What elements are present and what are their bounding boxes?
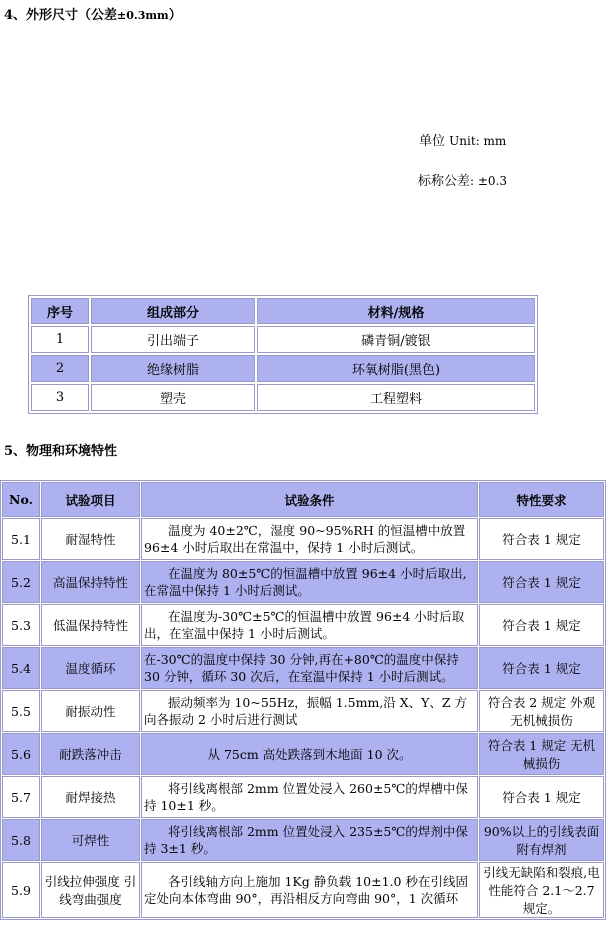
environment-table: [0, 480, 606, 920]
cell-requirement: 符合表 1 规定: [479, 561, 604, 603]
cell-index: 1: [31, 326, 89, 353]
materials-header-row: [31, 298, 535, 324]
table-row: [2, 776, 604, 818]
cell-material: 磷青铜/镀银: [257, 326, 535, 353]
cell-material: 工程塑料: [257, 384, 535, 411]
cell-item: 可焊性: [41, 819, 140, 861]
cell-item: 耐跌落冲击: [41, 733, 140, 775]
cell-condition: 从 75cm 高处跌落到木地面 10 次。: [141, 733, 478, 775]
cell-component: 绝缘树脂: [91, 355, 255, 382]
table-row: [2, 604, 604, 646]
cell-item: 引线拉伸强度 引线弯曲强度: [41, 862, 140, 918]
cell-index: 3: [31, 384, 89, 411]
env-header-row: [2, 482, 604, 517]
cell-condition: 在温度为 80±5℃的恒温槽中放置 96±4 小时后取出,在常温中保持 1 小时后测试。: [141, 561, 478, 603]
section-4-title-text: 4、外形尺寸（公差: [4, 8, 118, 23]
cell-no: 5.2: [2, 561, 40, 603]
cell-item: 低温保持特性: [41, 604, 140, 646]
section-4-tolerance: ±0.3mm: [117, 9, 169, 22]
cell-item: 高温保持特性: [41, 561, 140, 603]
cell-requirement: 符合表 1 规定: [479, 604, 604, 646]
cell-no: 5.6: [2, 733, 40, 775]
cell-condition: 在-30℃的温度中保持 30 分钟,再在+80℃的温度中保持 30 分钟，循环 30 次后，在室温中保持 1 小时后测试。: [141, 647, 478, 689]
cell-requirement: 符合表 1 规定: [479, 518, 604, 560]
table-row: [2, 733, 604, 775]
unit-label: 单位: [419, 134, 450, 149]
cell-no: 5.8: [2, 819, 40, 861]
cell-requirement: 符合表 2 规定 外观无机械损伤: [479, 690, 604, 732]
cell-no: 5.3: [2, 604, 40, 646]
header-requirement: 特性要求: [479, 482, 604, 517]
section-5-title: 5、物理和环境特性: [4, 444, 118, 459]
unit-value: Unit: mm: [449, 134, 507, 148]
header-index: 序号: [31, 298, 89, 324]
cell-item: 耐湿特性: [41, 518, 140, 560]
cell-condition: 将引线离根部 2mm 位置处浸入 260±5℃的焊槽中保持 10±1 秒。: [141, 776, 478, 818]
table-row: [31, 355, 535, 382]
cell-material: 环氧树脂(黑色): [257, 355, 535, 382]
section-4-title: [4, 4, 182, 23]
table-row: [2, 862, 604, 918]
cell-requirement: 90%以上的引线表面附有焊剂: [479, 819, 604, 861]
table-row: [31, 384, 535, 411]
cell-no: 5.1: [2, 518, 40, 560]
cell-no: 5.7: [2, 776, 40, 818]
cell-no: 5.5: [2, 690, 40, 732]
cell-condition: 温度为 40±2℃，湿度 90~95%RH 的恒温槽中放置96±4 小时后取出在常温中，保持 1 小时后测试。: [141, 518, 478, 560]
cell-condition: 振动频率为 10~55Hz，振幅 1.5mm,沿 X、Y、Z 方向各振动 2 小时后进行测试: [141, 690, 478, 732]
tolerance-line: [418, 170, 507, 189]
cell-no: 5.4: [2, 647, 40, 689]
cell-component: 塑壳: [91, 384, 255, 411]
cell-requirement: 符合表 1 规定: [479, 776, 604, 818]
table-row: [2, 647, 604, 689]
section-4-title-end: ）: [168, 8, 182, 23]
header-test-condition: 试验条件: [141, 482, 478, 517]
table-row: [2, 518, 604, 560]
cell-item: 温度循环: [41, 647, 140, 689]
cell-requirement: 符合表 1 规定: [479, 647, 604, 689]
cell-item: 耐焊接热: [41, 776, 140, 818]
cell-item: 耐振动性: [41, 690, 140, 732]
header-material: 材料/规格: [257, 298, 535, 324]
cell-condition: 在温度为-30℃±5℃的恒温槽中放置 96±4 小时后取出，在室温中保持 1 小时后测试。: [141, 604, 478, 646]
cell-no: 5.9: [2, 862, 40, 918]
table-row: [2, 690, 604, 732]
table-row: [2, 819, 604, 861]
tolerance-value: : ±0.3: [470, 174, 508, 188]
cell-index: 2: [31, 355, 89, 382]
header-test-item: 试验项目: [41, 482, 140, 517]
cell-component: 引出端子: [91, 326, 255, 353]
cell-condition: 将引线离根部 2mm 位置处浸入 235±5℃的焊剂中保持 3±1 秒。: [141, 819, 478, 861]
table-row: [31, 326, 535, 353]
header-component: 组成部分: [91, 298, 255, 324]
materials-table: [28, 295, 538, 414]
cell-requirement: 引线无缺陷和裂痕,电性能符合 2.1～2.7 规定。: [479, 862, 604, 918]
unit-line: [419, 130, 506, 149]
table-row: [2, 561, 604, 603]
tolerance-label: 标称公差: [418, 174, 471, 189]
header-no: No.: [2, 482, 40, 517]
cell-requirement: 符合表 1 规定 无机械损伤: [479, 733, 604, 775]
cell-condition: 各引线轴方向上施加 1Kg 静负载 10±1.0 秒在引线固定处向本体弯曲 90°，再沿相反方向弯曲 90°，1 次循环: [141, 862, 478, 918]
